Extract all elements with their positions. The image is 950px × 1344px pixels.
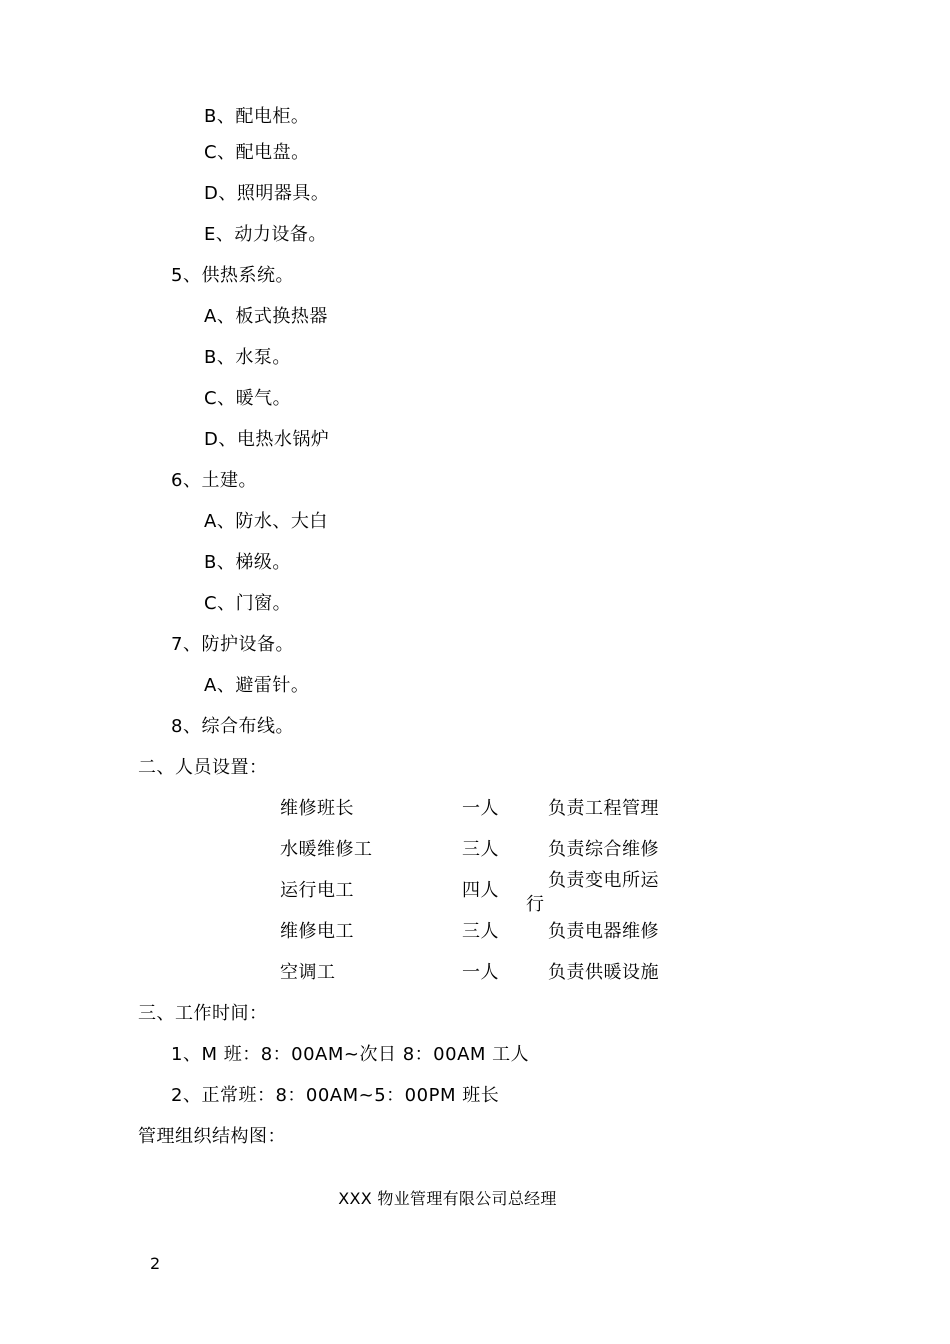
staff-role: 维修班长 [280, 798, 354, 819]
section-civil-title: 6、土建。 [171, 470, 257, 491]
staff-row [0, 870, 950, 902]
item-waterproofing: A、防水、大白 [204, 511, 328, 532]
staff-role: 运行电工 [280, 880, 354, 901]
item-doors-windows: C、门窗。 [204, 593, 292, 614]
work-time-heading: 三、工作时间： [138, 1003, 268, 1024]
staff-count: 四人 [462, 880, 499, 901]
item-distribution-cabinet: B、配电柜。 [204, 106, 310, 127]
section-protection-title: 7、防护设备。 [171, 634, 294, 655]
item-lighting: D、照明器具。 [204, 183, 330, 204]
org-chart-heading: 管理组织结构图： [138, 1126, 286, 1147]
page-number: 2 [150, 1254, 161, 1273]
staff-duty: 负责供暖设施 [548, 962, 659, 983]
staff-count: 三人 [462, 921, 499, 942]
staff-count: 一人 [462, 962, 499, 983]
shift-m: 1、M 班：8：00AM~次日 8：00AM 工人 [171, 1044, 530, 1065]
staff-duty: 负责变电所运 [548, 870, 659, 891]
item-stairs: B、梯级。 [204, 552, 291, 573]
staff-count: 一人 [462, 798, 499, 819]
staffing-heading: 二、人员设置： [138, 757, 268, 778]
item-electric-boiler: D、电热水锅炉 [204, 429, 330, 450]
staff-duty: 负责综合维修 [548, 839, 659, 860]
section-cabling-title: 8、综合布线。 [171, 716, 294, 737]
staff-row [0, 962, 950, 984]
staff-count: 三人 [462, 839, 499, 860]
item-radiator: C、暖气。 [204, 388, 292, 409]
item-distribution-panel: C、配电盘。 [204, 142, 310, 163]
staff-duty-wrap: 行 [526, 894, 544, 915]
staff-row [0, 839, 950, 861]
staff-row [0, 921, 950, 943]
section-heating-title: 5、供热系统。 [171, 265, 294, 286]
shift-normal: 2、正常班：8：00AM~5：00PM 班长 [171, 1085, 500, 1106]
item-water-pump: B、水泵。 [204, 347, 291, 368]
staff-row [0, 798, 950, 820]
item-power-equipment: E、动力设备。 [204, 224, 327, 245]
staff-duty: 负责电器维修 [548, 921, 659, 942]
staff-role: 水暖维修工 [280, 839, 373, 860]
item-heat-exchanger: A、板式换热器 [204, 306, 328, 327]
org-chart-top-node: XXX 物业管理有限公司总经理 [338, 1189, 557, 1208]
staff-role: 空调工 [280, 962, 336, 983]
item-lightning-rod: A、避雷针。 [204, 675, 310, 696]
staff-role: 维修电工 [280, 921, 354, 942]
staff-duty: 负责工程管理 [548, 798, 659, 819]
